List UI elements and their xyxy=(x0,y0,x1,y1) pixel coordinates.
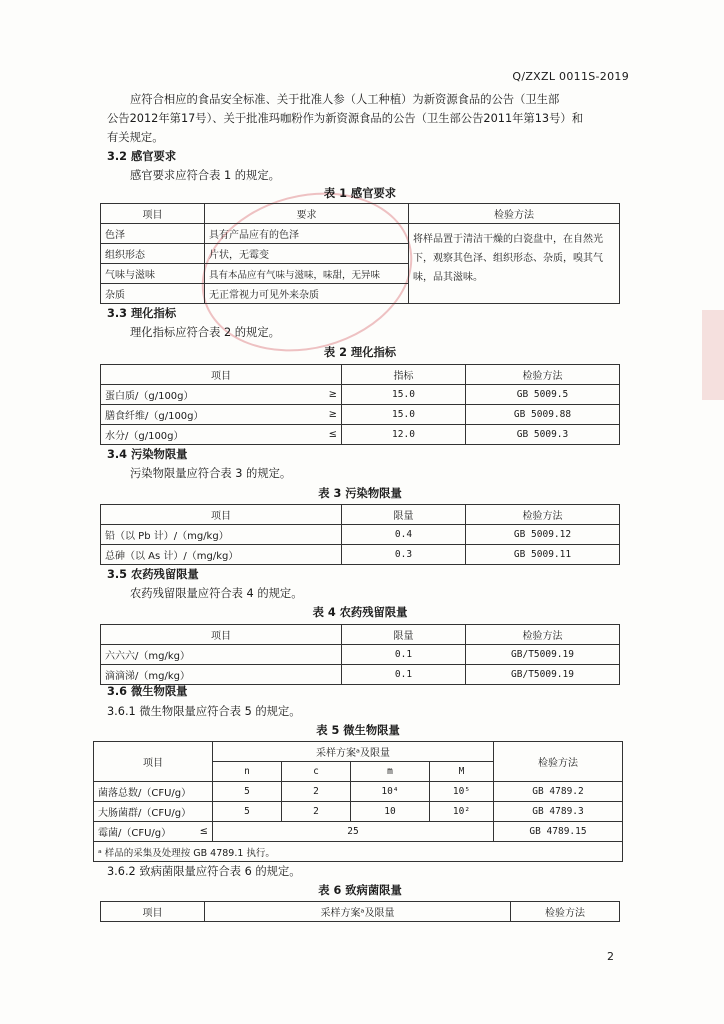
t3-method: GB 5009.11 xyxy=(466,545,620,565)
caption-table-5: 表 5 微生物限量 xyxy=(316,724,400,737)
t5-mold-method: GB 4789.15 xyxy=(494,822,623,842)
t5-header-M: M xyxy=(430,762,494,782)
edge-seal-fragment xyxy=(702,310,724,400)
t3-value: 0.4 xyxy=(342,525,466,545)
t5-mold-op: ≤ xyxy=(186,822,213,842)
t4-method: GB/T5009.19 xyxy=(466,665,620,685)
intro-line-2: 公告2012年第17号）、关于批准玛咖粉作为新资源食品的公告（卫生部公告2011年第13号）和 xyxy=(107,112,583,125)
caption-table-6: 表 6 致病菌限量 xyxy=(318,884,402,897)
t5-header-item: 项目 xyxy=(94,742,213,782)
t4-header-item: 项目 xyxy=(101,625,342,645)
t3-header-item: 项目 xyxy=(101,505,342,525)
t4-value: 0.1 xyxy=(342,665,466,685)
t2-method: GB 5009.88 xyxy=(466,405,620,425)
t3-item: 铅（以 Pb 计）/（mg/kg） xyxy=(101,525,342,545)
t1-item: 气味与滋味 xyxy=(101,264,205,284)
text-3-3: 理化指标应符合表 2 的规定。 xyxy=(130,326,280,339)
t5-method: GB 4789.2 xyxy=(494,782,623,802)
table-3 xyxy=(100,504,620,565)
heading-3-3: 3.3 理化指标 xyxy=(107,307,177,320)
t2-item: 蛋白质/（g/100g） xyxy=(101,385,314,405)
caption-table-1: 表 1 感官要求 xyxy=(323,187,397,200)
table-1 xyxy=(100,203,620,304)
t1-req: 具有本品应有气味与滋味，味甜，无异味 xyxy=(205,264,409,284)
t1-req: 片状，无霉变 xyxy=(205,244,409,264)
t4-item: 六六六/（mg/kg） xyxy=(101,645,342,665)
t5-footnote: ᵃ 样品的采集及处理按 GB 4789.1 执行。 xyxy=(94,842,623,862)
t2-header-method: 检验方法 xyxy=(466,365,620,385)
page-number: 2 xyxy=(607,950,614,963)
intro-line-1: 应符合相应的食品安全标准、关于批准人参（人工种植）为新资源食品的公告（卫生部 xyxy=(130,93,560,106)
t3-header-value: 限量 xyxy=(342,505,466,525)
t1-req: 具有产品应有的色泽 xyxy=(205,224,409,244)
t5-n: 5 xyxy=(213,802,282,822)
table-6 xyxy=(100,901,620,922)
t1-item: 色泽 xyxy=(101,224,205,244)
t5-M: 10⁵ xyxy=(430,782,494,802)
t5-mold-item: 霉菌/（CFU/g） xyxy=(94,822,187,842)
text-3-4: 污染物限量应符合表 3 的规定。 xyxy=(130,467,292,480)
text-3-6-1: 3.6.1 微生物限量应符合表 5 的规定。 xyxy=(107,705,301,718)
t2-value: 15.0 xyxy=(342,385,466,405)
intro-line-3: 有关规定。 xyxy=(107,131,164,144)
t4-item: 滴滴涕/（mg/kg） xyxy=(101,665,342,685)
doc-number: Q/ZXZL 0011S-2019 xyxy=(512,70,629,83)
t3-header-method: 检验方法 xyxy=(466,505,620,525)
t2-header-value: 指标 xyxy=(342,365,466,385)
t2-op: ≥ xyxy=(313,405,342,425)
t3-value: 0.3 xyxy=(342,545,466,565)
t2-op: ≥ xyxy=(313,385,342,405)
t5-m: 10 xyxy=(351,802,430,822)
t2-item: 水分/（g/100g） xyxy=(101,425,314,445)
caption-table-3: 表 3 污染物限量 xyxy=(318,487,402,500)
t5-header-method: 检验方法 xyxy=(494,742,623,782)
heading-3-2: 3.2 感官要求 xyxy=(107,150,177,163)
t5-m: 10⁴ xyxy=(351,782,430,802)
t2-value: 15.0 xyxy=(342,405,466,425)
t4-method: GB/T5009.19 xyxy=(466,645,620,665)
t1-header-req: 要求 xyxy=(205,204,409,224)
table-5 xyxy=(93,741,623,862)
t3-item: 总砷（以 As 计）/（mg/kg） xyxy=(101,545,342,565)
t2-method: GB 5009.5 xyxy=(466,385,620,405)
t5-header-n: n xyxy=(213,762,282,782)
t1-method: 将样品置于清洁干燥的白瓷盘中，在自然光下，观察其色泽、组织形态、杂质，嗅其气味，品其滋味。 xyxy=(409,224,620,304)
table-4 xyxy=(100,624,620,685)
t2-method: GB 5009.3 xyxy=(466,425,620,445)
t5-c: 2 xyxy=(282,802,351,822)
t5-header-c: c xyxy=(282,762,351,782)
text-3-2: 感官要求应符合表 1 的规定。 xyxy=(130,169,280,182)
caption-table-2: 表 2 理化指标 xyxy=(323,346,397,359)
t6-header-item: 项目 xyxy=(101,902,205,922)
t5-item: 大肠菌群/（CFU/g） xyxy=(94,802,213,822)
heading-3-6: 3.6 微生物限量 xyxy=(107,685,188,698)
t1-item: 组织形态 xyxy=(101,244,205,264)
text-3-6-2: 3.6.2 致病菌限量应符合表 6 的规定。 xyxy=(107,865,301,878)
t5-item: 菌落总数/（CFU/g） xyxy=(94,782,213,802)
t4-header-method: 检验方法 xyxy=(466,625,620,645)
t5-M: 10² xyxy=(430,802,494,822)
t2-item: 膳食纤维/（g/100g） xyxy=(101,405,314,425)
t4-header-value: 限量 xyxy=(342,625,466,645)
t5-mold-value: 25 xyxy=(213,822,494,842)
heading-3-4: 3.4 污染物限量 xyxy=(107,448,188,461)
t2-value: 12.0 xyxy=(342,425,466,445)
table-2 xyxy=(100,364,620,445)
t5-n: 5 xyxy=(213,782,282,802)
caption-table-4: 表 4 农药残留限量 xyxy=(312,606,408,619)
t1-req: 无正常视力可见外来杂质 xyxy=(205,284,409,304)
t2-header-item: 项目 xyxy=(101,365,342,385)
t6-header-method: 检验方法 xyxy=(511,902,620,922)
t3-method: GB 5009.12 xyxy=(466,525,620,545)
t1-header-item: 项目 xyxy=(101,204,205,224)
t1-header-method: 检验方法 xyxy=(409,204,620,224)
t5-method: GB 4789.3 xyxy=(494,802,623,822)
t5-header-plan: 采样方案ᵃ及限量 xyxy=(213,742,494,762)
t4-value: 0.1 xyxy=(342,645,466,665)
t5-header-m: m xyxy=(351,762,430,782)
t1-item: 杂质 xyxy=(101,284,205,304)
text-3-5: 农药残留限量应符合表 4 的规定。 xyxy=(130,587,303,600)
t5-c: 2 xyxy=(282,782,351,802)
heading-3-5: 3.5 农药残留限量 xyxy=(107,568,199,581)
t2-op: ≤ xyxy=(313,425,342,445)
t6-header-plan: 采样方案ᵃ及限量 xyxy=(205,902,511,922)
